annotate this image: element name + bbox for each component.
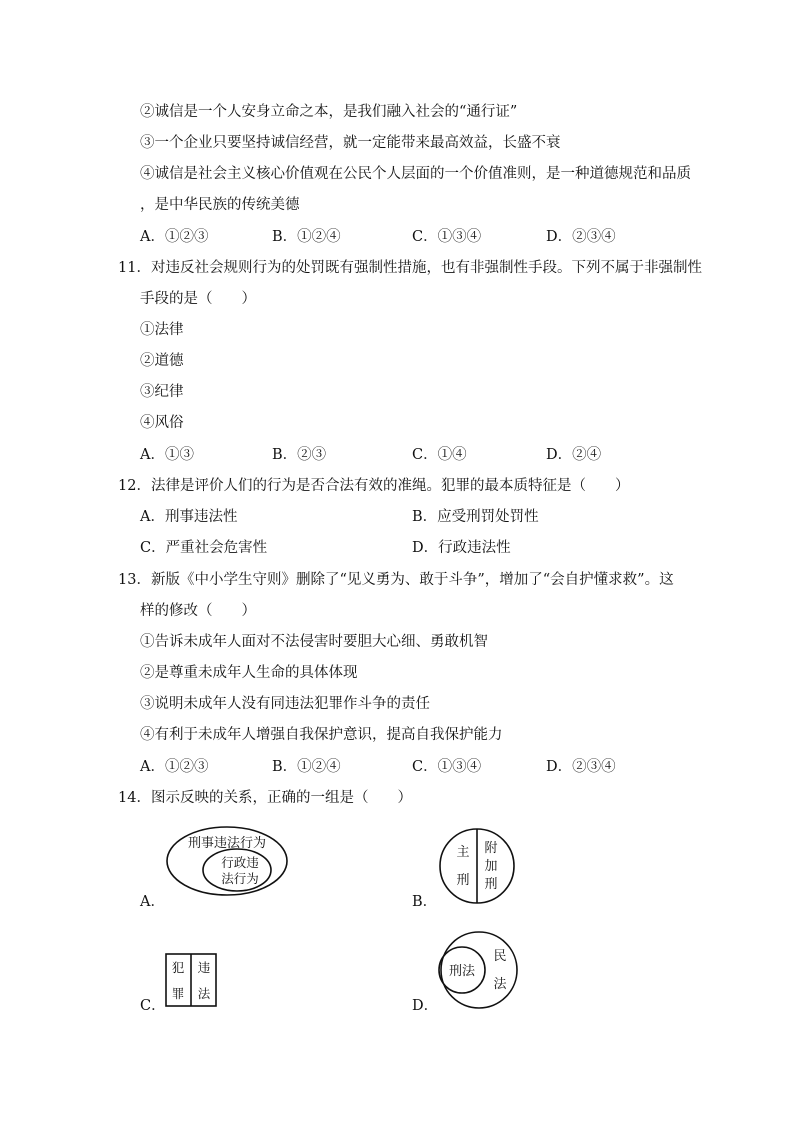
q14-figure-c <box>164 952 220 1014</box>
figure-b-left-1: 主 <box>456 845 470 860</box>
q11-item-1: ①法律 <box>140 322 184 338</box>
q12-option-d: D．行政违法性 <box>412 540 511 556</box>
q11-stem-cont: 手段的是（ ） <box>140 291 256 307</box>
q11-option-d: D．②④ <box>546 447 602 463</box>
q13-item-4: ④有利于未成年人增强自我保护意识，提高自我保护能力 <box>140 727 503 743</box>
figure-c-right-2: 法 <box>197 986 211 1001</box>
figure-a-inner-text-2: 法行为 <box>221 871 259 886</box>
q13-option-d: D．②③④ <box>546 759 616 775</box>
q10-option-c: C．①③④ <box>412 229 482 245</box>
q13-item-3: ③说明未成年人没有同违法犯罪作斗争的责任 <box>140 696 430 712</box>
figure-b-left-2: 刑 <box>456 873 470 888</box>
q13-option-c: C．①③④ <box>412 759 482 775</box>
figure-d-outer-1: 民 <box>493 949 507 964</box>
q11-option-a: A．①③ <box>140 447 194 463</box>
q12-stem: 12．法律是评价人们的行为是否合法有效的准绳。犯罪的最本质特征是（ ） <box>118 478 630 494</box>
figure-c-left-1: 犯 <box>171 960 185 975</box>
q13-item-2: ②是尊重未成年人生命的具体体现 <box>140 665 358 681</box>
q12-option-c: C．严重社会危害性 <box>140 540 268 556</box>
q10-item-4-cont: ，是中华民族的传统美德 <box>140 197 300 213</box>
q14-figure-a-label: A． <box>140 894 165 910</box>
q13-stem: 13．新版《中小学生守则》删除了“见义勇为、敢于斗争”，增加了“会自护懂求救”。这 <box>118 572 674 588</box>
q10-item-2: ②诚信是一个人安身立命之本，是我们融入社会的“通行证” <box>140 104 518 120</box>
q12-option-b: B．应受刑罚处罚性 <box>412 509 539 525</box>
figure-b-right-1: 附 <box>484 841 498 856</box>
figure-b-right-3: 刑 <box>484 877 498 892</box>
q13-option-a: A．①②③ <box>140 759 209 775</box>
q10-option-a: A．①②③ <box>140 229 209 245</box>
figure-d-outer-2: 法 <box>493 977 507 992</box>
figure-d-inner-text: 刑法 <box>448 964 476 979</box>
q10-item-3: ③一个企业只要坚持诚信经营，就一定能带来最高效益，长盛不衰 <box>140 135 561 151</box>
q13-stem-cont: 样的修改（ ） <box>140 603 256 619</box>
q11-item-4: ④风俗 <box>140 415 184 431</box>
figure-c-left-2: 罪 <box>171 986 185 1001</box>
q14-stem: 14．图示反映的关系，正确的一组是（ ） <box>118 790 412 806</box>
q14-figure-d-label: D． <box>412 998 439 1014</box>
q11-stem: 11．对违反社会规则行为的处罚既有强制性措施，也有非强制性手段。下列不属于非强制性 <box>118 260 702 276</box>
q14-figure-b <box>438 826 518 910</box>
q14-figure-c-label: C． <box>140 998 166 1014</box>
q10-option-d: D．②③④ <box>546 229 616 245</box>
q11-item-3: ③纪律 <box>140 384 184 400</box>
q10-option-b: B．①②④ <box>272 229 341 245</box>
q12-option-a: A．刑事违法性 <box>140 509 238 525</box>
q13-item-1: ①告诉未成年人面对不法侵害时要胆大心细、勇敢机智 <box>140 634 488 650</box>
q11-option-c: C．①④ <box>412 447 467 463</box>
q10-item-4: ④诚信是社会主义核心价值观在公民个人层面的一个价值准则，是一种道德规范和品质 <box>140 166 691 182</box>
figure-a-inner-text-1: 行政违 <box>221 855 259 870</box>
q13-option-b: B．①②④ <box>272 759 341 775</box>
q14-figure-d <box>434 930 522 1016</box>
figure-c-right-1: 违 <box>197 960 211 975</box>
q11-option-b: B．②③ <box>272 447 327 463</box>
figure-b-right-2: 加 <box>484 859 498 874</box>
q14-figure-b-label: B． <box>412 894 438 910</box>
q11-item-2: ②道德 <box>140 353 184 369</box>
figure-a-outer-text: 刑事违法行为 <box>187 836 267 851</box>
q14-figure-a <box>164 824 290 902</box>
